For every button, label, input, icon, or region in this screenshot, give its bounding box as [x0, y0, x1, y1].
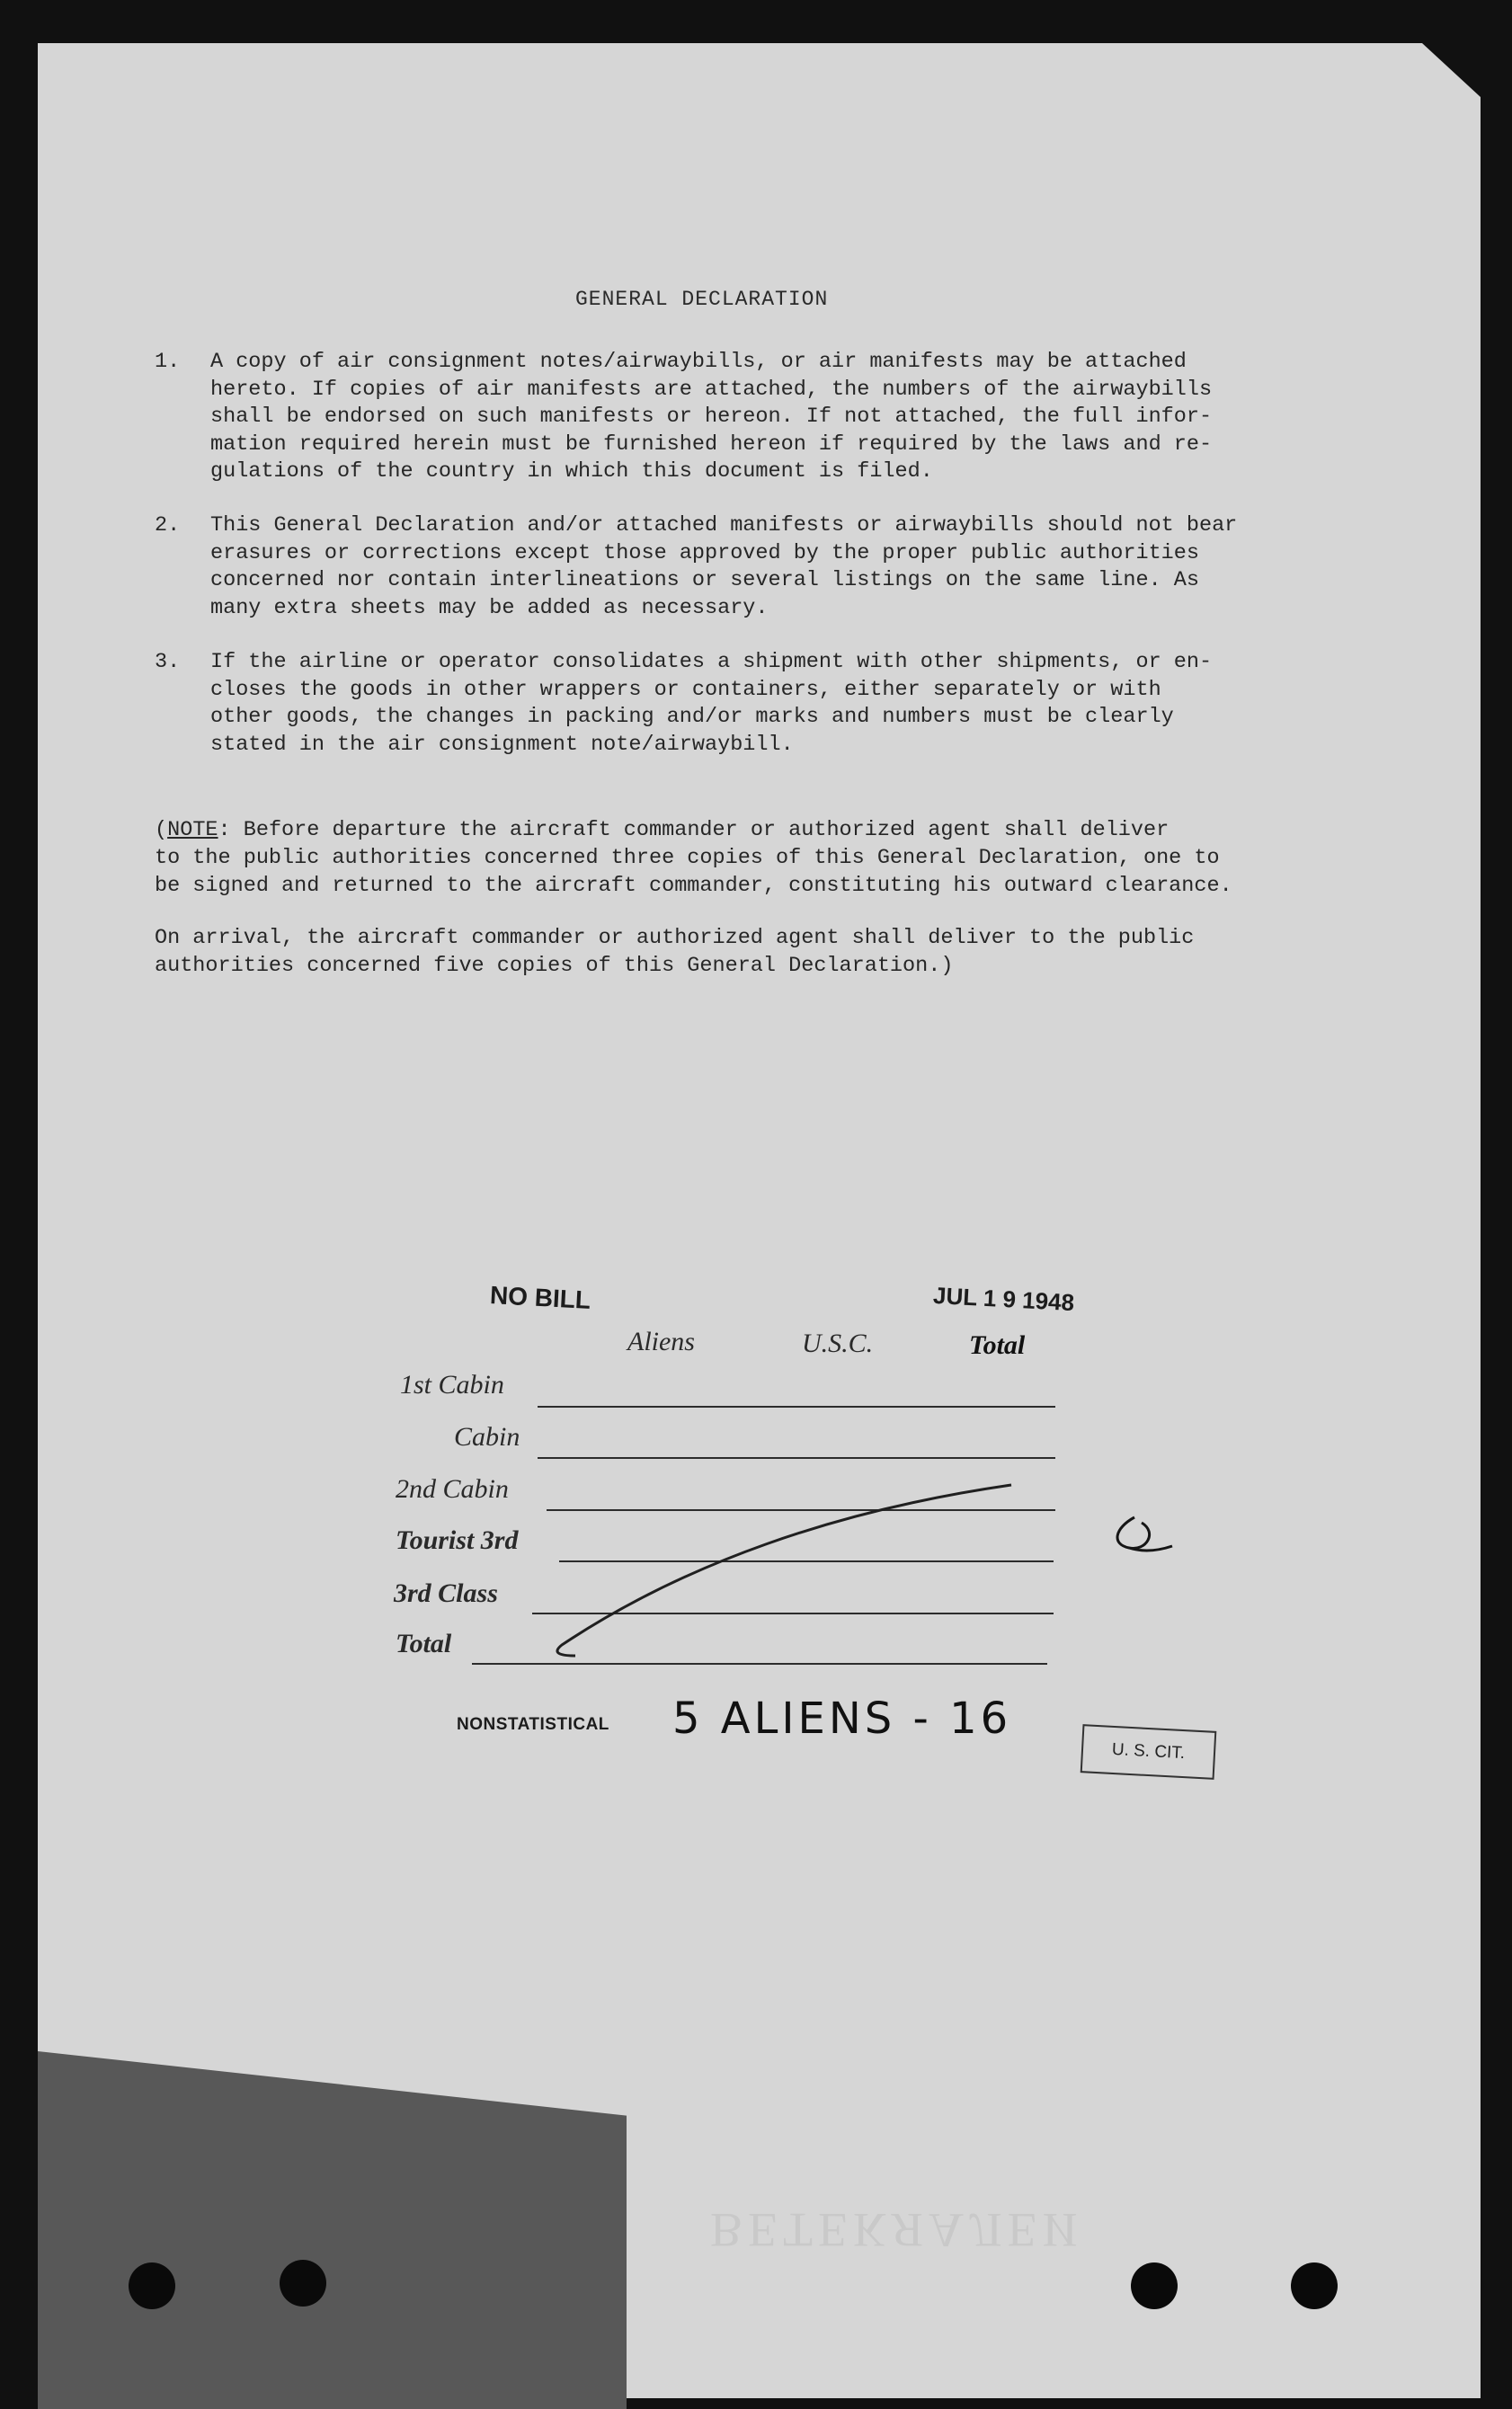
row-label-total: Total	[396, 1629, 452, 1658]
item-text: If the airline or operator consolidates a shipment with other shipments, or en- closes the goods in other wrappers or containers, either separately or with other goods, the changes in packing and/or marks and numbers must be clearly stated in the air consignment note/airwaybill.	[210, 650, 1213, 757]
bleed-through-text: ВЕТЕКЯАЛЕИ	[710, 2203, 1083, 2257]
arrival-note: On arrival, the aircraft commander or authorized agent shall deliver to the public authorities concerned five copies of this General Declaration.)	[155, 926, 1195, 978]
date-stamp: JUL 1 9 1948	[932, 1281, 1075, 1317]
us-cit-stamp: U. S. CIT.	[1081, 1724, 1217, 1780]
row-label-3rd-class: 3rd Class	[394, 1578, 498, 1608]
punch-hole	[1291, 2262, 1338, 2309]
item-text: This General Declaration and/or attached manifests or airwaybills should not bear erasures or corrections except those approved by the proper public authorities concerned nor contain interlineations or several listings on the same line. As many extra sheets may be added as necessary.	[210, 513, 1238, 620]
handwritten-alien-count: 5 ALIENS - 16	[672, 1693, 1012, 1744]
punch-hole	[1131, 2262, 1178, 2309]
margin-mark	[1160, 1483, 1161, 1484]
item-number: 1.	[155, 350, 181, 374]
item-number: 3.	[155, 650, 181, 674]
column-aliens: Aliens	[627, 1327, 695, 1356]
note-label: NOTE	[167, 818, 218, 842]
punch-hole	[280, 2260, 326, 2307]
row-label-1st-cabin: 1st Cabin	[400, 1370, 504, 1400]
column-usc: U.S.C.	[802, 1329, 874, 1358]
row-label-cabin: Cabin	[454, 1422, 520, 1452]
row-label-2nd-cabin: 2nd Cabin	[396, 1474, 509, 1504]
item-number: 2.	[155, 513, 181, 538]
no-bill-stamp: NO BILL	[489, 1281, 591, 1314]
row-label-tourist-3rd: Tourist 3rd	[396, 1525, 519, 1555]
column-total: Total	[969, 1330, 1026, 1360]
punch-hole	[129, 2262, 175, 2309]
item-text: A copy of air consignment notes/airwaybills, or air manifests may be attached hereto. If copies of air manifests are attached, the numbers of the airwaybills shall be endorsed on such manifests or hereon. If not attached, the full infor- mation required herein must be furnished hereon if required by the laws and re- gulations of the country in which this document is filed.	[210, 350, 1213, 484]
document-title: GENERAL DECLARATION	[575, 288, 829, 311]
nonstatistical-stamp: NONSTATISTICAL	[457, 1715, 609, 1734]
departure-note: (NOTE: Before departure the aircraft commander or authorized agent shall deliver to the public authorities concerned three copies of this General Declaration, one to be signed and returned to the aircraft commander, constituting his outward clearance.	[155, 818, 1232, 898]
